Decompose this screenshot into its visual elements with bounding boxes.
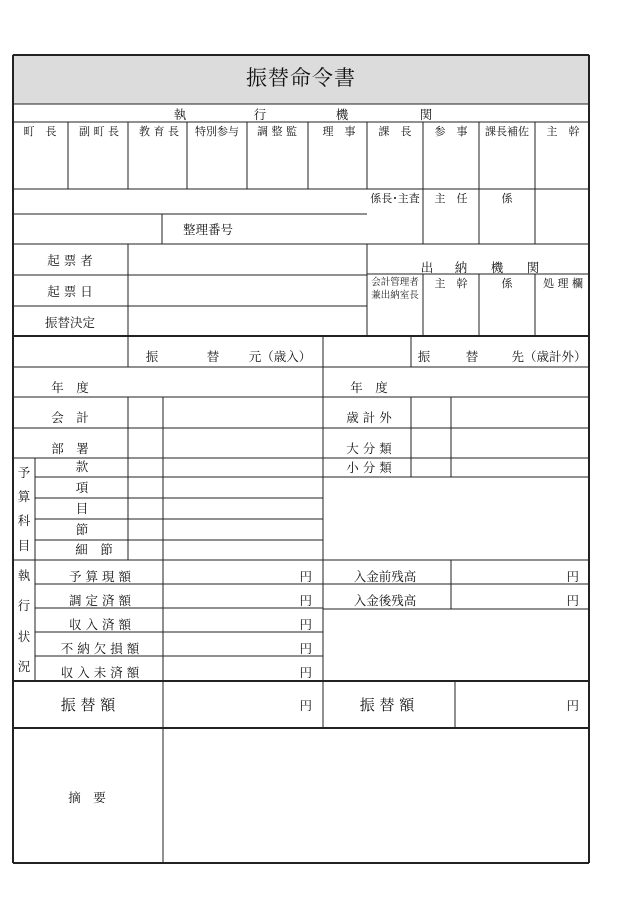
- yen-moto-furikae: 円: [299, 698, 312, 713]
- suitou-header-char-3: 機: [490, 260, 504, 275]
- approver-kakari: 係: [501, 192, 513, 205]
- exec-header-char-3: 機: [335, 107, 349, 122]
- moto-header-char-1: 振: [145, 349, 159, 364]
- nyuukin-go-zandaka: 入金後残高: [353, 593, 417, 608]
- yen-shuunyuu-zumi: 円: [299, 617, 312, 632]
- shikkou-jokyo-char-3: 状: [17, 629, 31, 644]
- yosan-kamoku-char-3: 科: [17, 513, 31, 528]
- moto-header-kind: 元（歳入）: [248, 349, 312, 364]
- saki-daibunrui-label: 大 分 類: [346, 441, 392, 456]
- saki-header-char-1: 振: [417, 349, 431, 364]
- shikkou-jokyo-char-2: 行: [17, 598, 31, 613]
- suitou-shukan: 主 幹: [434, 277, 468, 290]
- shikkou-jokyo-char-1: 執: [17, 568, 31, 583]
- kaikei-kanrisha-label: 会計管理者: [371, 277, 419, 288]
- yen-saki-furikae: 円: [566, 698, 579, 713]
- suitou-shori-ran: 処 理 欄: [543, 277, 583, 290]
- saki-furikae-gaku-label: 振 替 額: [359, 696, 415, 714]
- form-title: 振替命令書: [246, 66, 356, 90]
- saki-header-kind: 先（歳計外）: [511, 349, 587, 364]
- jokyo-yosan-gengaku: 予 算 現 額: [69, 569, 131, 584]
- form-grid-lines: [12, 54, 590, 864]
- approver-shukan: 主 幹: [546, 125, 580, 138]
- moto-kaikei-label: 会 計: [51, 410, 89, 425]
- seiri-bangou-label: 整理番号: [182, 222, 234, 237]
- yosan-kamoku-char-2: 算: [17, 489, 31, 504]
- suitou-kakari: 係: [501, 277, 513, 290]
- approver-kakarichou: 係長･主査: [370, 192, 420, 205]
- shikkou-jokyo-char-4: 況: [17, 659, 31, 674]
- furikae-kettei-label: 振替決定: [44, 315, 96, 330]
- yen-choutei-zumi: 円: [299, 593, 312, 608]
- suitou-header-char-1: 出: [420, 260, 434, 275]
- approver-tokubetsu-sanyo: 特別参与: [195, 125, 239, 138]
- yen-nyuukin-go: 円: [566, 593, 579, 608]
- yen-yosan-gengaku: 円: [299, 569, 312, 584]
- saki-header-char-2: 替: [465, 349, 479, 364]
- kamoku-setsu: 節: [75, 522, 89, 537]
- yosan-kamoku-char-1: 予: [17, 465, 31, 480]
- nyuukin-mae-zandaka: 入金前残高: [353, 569, 417, 584]
- suitou-header-char-4: 関: [526, 260, 540, 275]
- approver-fukuchou: 副 町 長: [79, 125, 119, 138]
- kihyo-sha-label: 起 票 者: [47, 253, 93, 268]
- approver-riji: 理 事: [322, 125, 356, 138]
- saki-shobunrui-label: 小 分 類: [346, 460, 392, 475]
- moto-nendo-label: 年 度: [51, 380, 89, 395]
- exec-header-char-4: 関: [419, 107, 433, 122]
- approver-kachou-hosa: 課長補佐: [485, 125, 529, 138]
- yen-nyuukin-mae: 円: [566, 569, 579, 584]
- approver-chou: 町 長: [23, 125, 57, 138]
- approver-sanji: 参 事: [434, 125, 468, 138]
- moto-busho-label: 部 署: [51, 441, 89, 456]
- kamoku-kan: 款: [75, 459, 89, 474]
- approver-kachou: 課 長: [378, 125, 412, 138]
- exec-header-char-1: 執: [173, 107, 187, 122]
- yen-shuunyuu-misai: 円: [299, 665, 312, 680]
- kamoku-saisetsu: 細 節: [75, 542, 113, 557]
- suitou-shitsuchou-label: 兼出納室長: [371, 290, 419, 301]
- kamoku-kou: 項: [75, 480, 89, 495]
- approver-shunin: 主 任: [434, 192, 468, 205]
- tekiyo-label: 摘 要: [68, 790, 106, 805]
- kihyo-bi-label: 起 票 日: [47, 284, 93, 299]
- moto-header-char-2: 替: [206, 349, 220, 364]
- exec-header-char-2: 行: [253, 107, 267, 122]
- jokyo-choutei-zumi: 調 定 済 額: [69, 593, 131, 608]
- moto-furikae-gaku-label: 振 替 額: [60, 696, 116, 714]
- jokyo-funou-kesson: 不 納 欠 損 額: [60, 641, 140, 656]
- approver-kyouikuchou: 教 育 長: [139, 125, 179, 138]
- saki-saikeigai-label: 歳 計 外: [346, 410, 392, 425]
- saki-nendo-label: 年 度: [350, 380, 388, 395]
- approver-chouseikan: 調 整 監: [257, 125, 297, 138]
- yosan-kamoku-char-4: 目: [17, 538, 31, 553]
- kamoku-moku: 目: [75, 501, 89, 516]
- jokyo-shuunyuu-misai: 収 入 未 済 額: [60, 665, 140, 680]
- suitou-header-char-2: 納: [454, 260, 468, 275]
- jokyo-shuunyuu-zumi: 収 入 済 額: [69, 617, 131, 632]
- transfer-order-form: [12, 54, 590, 864]
- yen-funou-kesson: 円: [299, 641, 312, 656]
